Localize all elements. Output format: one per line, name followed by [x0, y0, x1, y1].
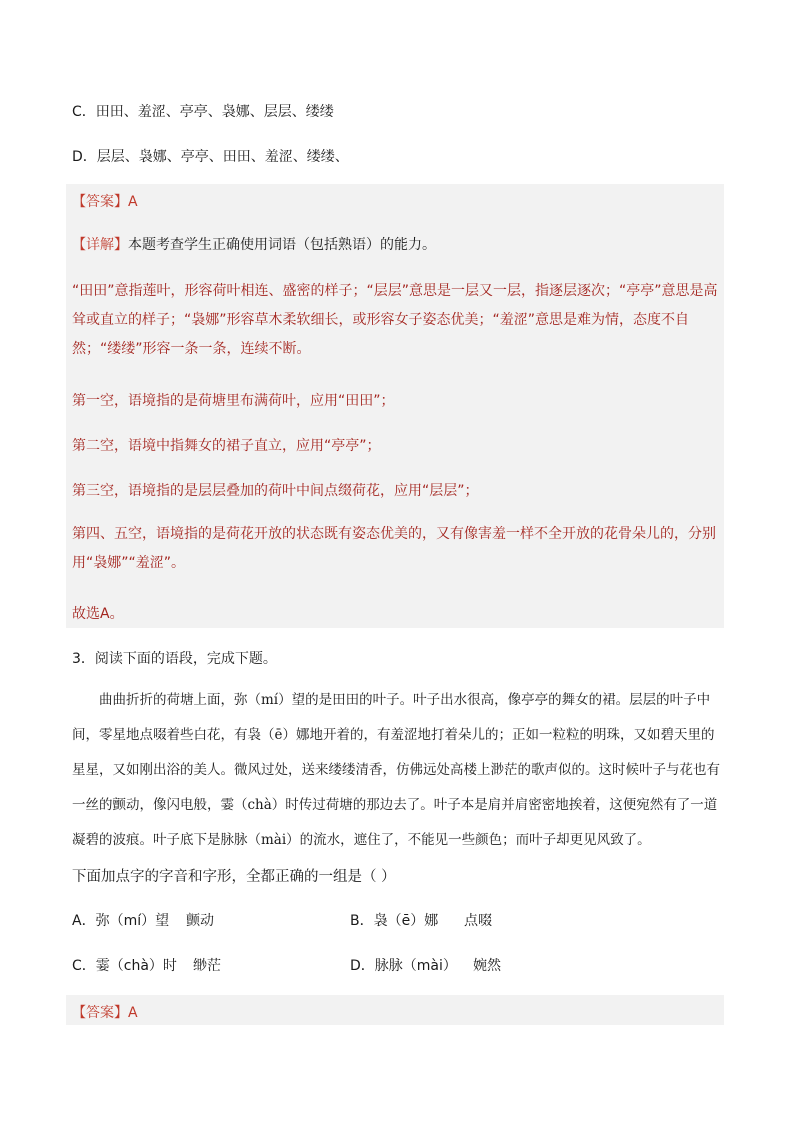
explanation-paragraph: “田田”意指莲叶，形容荷叶相连、盛密的样子；“层层”意思是一层又一层，指逐层逐次；“亭亭”意思是高耸或直立的样子；“袅娜”形容草木柔软细长，或形容女子姿态优美；“羞涩”意思是难为情，态度不自然；“缕缕”形容一条一条，连续不断。 [72, 283, 718, 357]
option-d-word: 婉然 [473, 958, 501, 974]
option-c-word: 缈茫 [193, 958, 221, 974]
option-a [72, 910, 169, 930]
option-d-label: D．脉脉（mài） [350, 958, 457, 974]
option-c-q3 [72, 955, 177, 975]
blank-1-explanation: 第一空，语境指的是荷塘里布满荷叶，应用“田田”； [72, 393, 395, 409]
answer-panel-2 [66, 995, 724, 1025]
answer-tag: 【答案】 [72, 194, 128, 210]
detail-line [72, 234, 436, 254]
reading-passage: 曲曲折折的荷塘上面，弥（mí）望的是田田的叶子。叶子出水很高，像亭亭的舞女的裙。层层的叶子中间，零星地点啜着些白花，有袅（ē）娜地开着的，有羞涩地打着朵儿的；正如一粒粒的明珠，又如碧天里的星星，又如刚出浴的美人。微风过处，送来缕缕清香，仿佛远处高楼上渺茫的歌声似的。这时候叶子与花也有一丝的颤动，像闪电般，霎（chà）时传过荷塘的那边去了。叶子本是肩并肩密密地挨着，这便宛然有了一道凝碧的波痕。叶子底下是脉脉（mài）的流水，遮住了，不能见一些颜色；而叶子却更见风致了。 [72, 692, 720, 848]
detail-intro: 本题考查学生正确使用词语（包括熟语）的能力。 [128, 237, 436, 253]
answer-value: A [128, 194, 138, 210]
option-b-word: 点啜 [464, 913, 492, 929]
conclusion: 故选A。 [72, 606, 124, 622]
answer-tag-2: 【答案】 [72, 1005, 128, 1021]
answer-value-2: A [128, 1005, 138, 1021]
option-d: D．层层、袅娜、亭亭、田田、羞涩、缕缕、 [72, 149, 349, 165]
option-b [350, 910, 438, 930]
question-3-title: 3．阅读下面的语段，完成下题。 [72, 651, 277, 667]
option-c: C．田田、羞涩、亭亭、袅娜、层层、缕缕 [72, 104, 334, 120]
option-a-label: A．弥（mí）望 [72, 913, 170, 929]
detail-tag: 【详解】 [72, 237, 128, 253]
option-a-word: 颤动 [186, 913, 214, 929]
option-b-label: B．袅（ē）娜 [350, 913, 439, 929]
blank-2-explanation: 第二空，语境中指舞女的裙子直立，应用“亭亭”； [72, 438, 381, 454]
option-c-label: C．霎（chà）时 [72, 958, 177, 974]
blank-3-explanation: 第三空，语境指的是层层叠加的荷叶中间点缀荷花，应用“层层”； [72, 483, 479, 499]
option-d-q3 [350, 955, 457, 975]
answer-line [72, 191, 138, 211]
blank-4-5-explanation: 第四、五空，语境指的是荷花开放的状态既有姿态优美的，又有像害羞一样不全开放的花骨朵儿的，分别用“袅娜”“羞涩”。 [72, 526, 716, 571]
question-3-prompt: 下面加点字的字音和字形，全都正确的一组是（ ） [72, 869, 396, 885]
answer-line-2 [72, 1002, 138, 1022]
